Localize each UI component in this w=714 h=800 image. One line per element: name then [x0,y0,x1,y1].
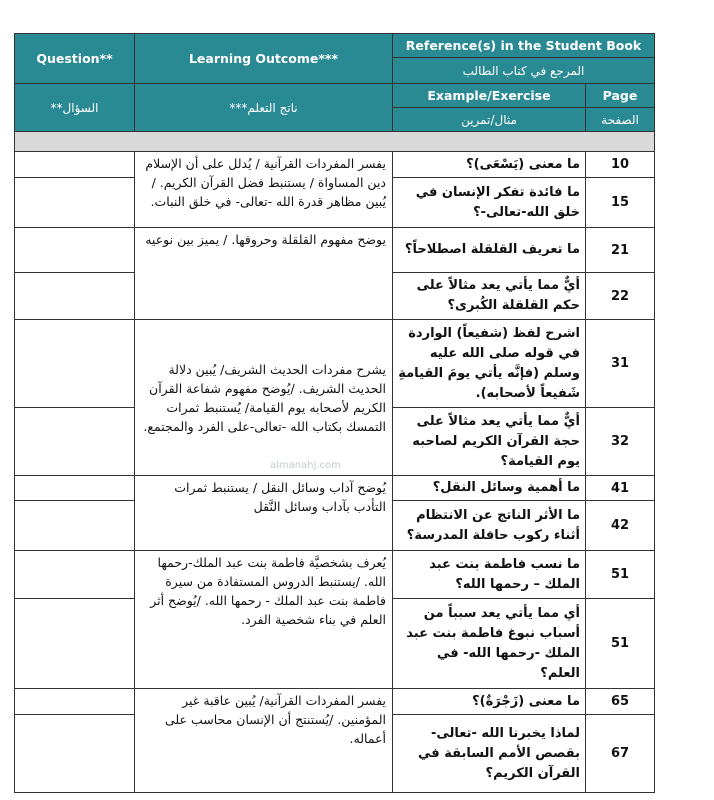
page-cell: 42 [586,501,655,551]
exercise-cell: أيٌّ مما يأتي يعد مثالاً على حكم القلقلة الكُبرى؟ [393,273,586,320]
page-cell: 15 [586,178,655,228]
question-cell [15,501,135,551]
page-cell: 51 [586,551,655,599]
outcome-cell: يُوضح آداب وسائل النقل / يستنبط ثمرات التأدب بآداب وسائل النَّقل [135,476,393,551]
exercise-cell: لماذا يخبرنا الله -تعالى- بقصص الأمم السابقة في القرآن الكريم؟ [393,715,586,793]
question-cell [15,715,135,793]
watermark: almanahj.com [270,460,341,471]
table-row [15,228,655,273]
outcome-cell: يُعرف بشخصيَّة فاطمة بنت عبد الملك-رحمها الله. /يستنبط الدروس المستفادة من سيرة فاطمة بنت عبد الملك - رحمها الله. /يُوضح أثر العلم في بناء شخصية الفرد. [135,551,393,689]
question-header-ar: السؤال** [15,84,135,132]
outcome-cell: يشرح مفردات الحديث الشريف/ يُبين دلالة الحديث الشريف. /يُوضح مفهوم شفاعة القرآن الكريم لأصحابه يوم القيامة/ يُستنبط ثمرات التمسك بكتاب الله -تعالى-على الفرد والمجتمع. [135,320,393,476]
exercise-cell: ما أهمية وسائل النقل؟ [393,476,586,501]
question-cell [15,551,135,599]
exercise-cell: ما تعريف القلقلة اصطلاحاً؟ [393,228,586,273]
question-cell [15,408,135,476]
question-cell [15,689,135,715]
example-header-en: Example/Exercise [393,84,586,108]
reference-header-ar: المرجع في كتاب الطالب [393,58,655,84]
exercise-cell: أيٌّ مما يأتي يعد مثالاً على حجة القرآن الكريم لصاحبه يوم القيامة؟ [393,408,586,476]
question-cell [15,228,135,273]
question-header-en: Question** [15,34,135,84]
outcome-header-ar: ناتج التعلم*** [135,84,393,132]
question-cell [15,320,135,408]
question-cell [15,599,135,689]
assessment-table [14,33,655,793]
exercise-cell: ما معنى (يَسْعَى)؟ [393,152,586,178]
exercise-cell: ما الأثر الناتج عن الانتظام أثناء ركوب حافلة المدرسة؟ [393,501,586,551]
table-row [15,152,655,178]
page-cell: 31 [586,320,655,408]
question-cell [15,476,135,501]
page-cell: 67 [586,715,655,793]
table-row [15,476,655,501]
question-cell [15,273,135,320]
page-cell: 51 [586,599,655,689]
exercise-cell: ما فائدة تفكر الإنسان في خلق الله-تعالى-؟ [393,178,586,228]
exercise-cell: ما معنى (زَجْرَةٌ)؟ [393,689,586,715]
outcome-cell: يفسر المفردات القرآنية / يُدلل على أن الإسلام دين المساواة / يستنبط فضل القرآن الكريم. / يُبين مظاهر قدرة الله -تعالى- في خلق النبات. [135,152,393,228]
outcome-cell: يفسر المفردات القرآنية/ يُبين عاقبة غير المؤمنين. /يُستنتج أن الإنسان محاسب على أعماله. [135,689,393,793]
exercise-cell: أي مما يأتي يعد سبباً من أسباب نبوغ فاطمة بنت عبد الملك -رحمها الله- في العلم؟ [393,599,586,689]
page-header-en: Page [586,84,655,108]
page-cell: 41 [586,476,655,501]
example-header-ar: مثال/تمرين [393,108,586,132]
page-cell: 21 [586,228,655,273]
page-cell: 22 [586,273,655,320]
table-row [15,320,655,408]
question-cell [15,152,135,178]
table-row [15,551,655,599]
table-row [15,689,655,715]
reference-header-en: Reference(s) in the Student Book [393,34,655,58]
page-header-ar: الصفحة [586,108,655,132]
exercise-cell: اشرح لفظ (شفيعاً) الواردة في قوله صلى الله عليه وسلم (فإنَّه يأتي يومَ القيامةِ شَفيعاً لأصحابه). [393,320,586,408]
outcome-cell: يوضح مفهوم القلقلة وحروفها. / يميز بين نوعيه [135,228,393,320]
page-cell: 32 [586,408,655,476]
question-cell [15,178,135,228]
page-cell: 65 [586,689,655,715]
separator-row [15,132,655,152]
page-cell: 10 [586,152,655,178]
exercise-cell: ما نسب فاطمة بنت عبد الملك – رحمها الله؟ [393,551,586,599]
outcome-header-en: Learning Outcome*** [135,34,393,84]
